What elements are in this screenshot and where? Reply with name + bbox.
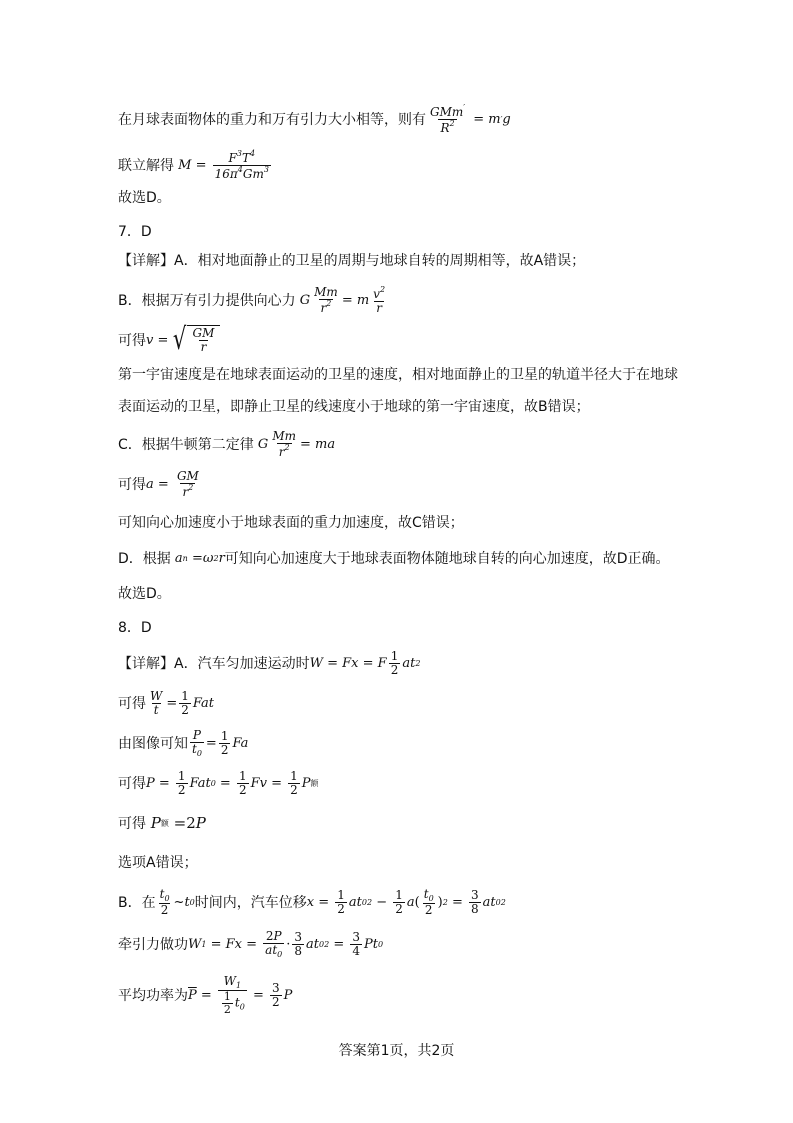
line-q8-option-b: B．在 $\frac{t_0}{2}$ ~ t 0 时间内，汽车位移 x = $\frac{1}{2}$ at 0 2 − $\frac{1}{2}$ a ( $\frac{t_0}{2}$ ) 2 = $\frac{3}{8}$ at 0 2: [118, 887, 506, 918]
line-average-power: 平均功率为 $\overline{P}$ = $W_1$ $\frac{1}{2}$ $t_0$ = $\frac{3}{2}$ P: [118, 974, 293, 1016]
line-option-a-wrong: 选项A错误；: [118, 855, 198, 871]
formula-time-interval: $\frac{t_0}{2}$ ~ t 0: [159, 887, 195, 918]
line-from-graph: 由图像可知 $\frac{P}{t_0}$ = $\frac{1}{2}$ Fa: [118, 728, 249, 758]
line-centripetal-less: 可知向心加速度小于地球表面的重力加速度，故C错误；: [118, 515, 464, 531]
line-traction-work: 牵引力做功 W 1 = Fx = $\frac{2P}{at_0}$ · $\frac{3}{8}$ at 0 2 = $\frac{3}{4}$ Pt 0: [118, 929, 384, 959]
line-q7-option-a: 【详解】A．相对地面静止的卫星的周期与地球自转的周期相等，故A错误；: [118, 253, 586, 269]
line-acceleration: 可得 a = $\frac{GM}{r^2}$: [118, 470, 203, 498]
line-solve-mass: 联立解得 M = $\frac{F^3T^4}{16\pi^4Gm^3}$: [118, 150, 273, 180]
formula-mass: M = $\frac{F^3T^4}{16\pi^4Gm^3}$: [174, 149, 269, 181]
line-power: 可得 P = $\frac{1}{2}$ Fat 0 = $\frac{1}{2}$ Fv = $\frac{1}{2}$ P 额: [118, 769, 319, 797]
formula-newton-second: G $\frac{Mm}{r^2}$ = ma: [253, 429, 336, 459]
line-velocity: 可得 v = √ $\frac{GM}{r}$: [118, 325, 220, 355]
line-first-cosmic-1: 第一宇宙速度是在地球表面运动的卫星的速度，相对地面静止的卫星的轨道半径大于在地球: [118, 367, 678, 383]
line-q8-answer: 8．D: [118, 620, 152, 636]
formula-p-over-t0: $\frac{P}{t_0}$ = $\frac{1}{2}$ Fa: [192, 728, 249, 758]
formula-work: W = Fx = F $\frac{1}{2}$ at 2: [309, 649, 421, 677]
formula-gravity-equals-weight: $\frac{GMm'}{R^2}$ = m ′ g: [430, 103, 511, 135]
formula-power: P = $\frac{1}{2}$ Fat 0 = $\frac{1}{2}$ Fv = $\frac{1}{2}$ P 额: [146, 769, 319, 797]
line-q8-option-a: 【详解】A．汽车匀加速运动时 W = Fx = F $\frac{1}{2}$ at 2: [118, 649, 421, 677]
line-choose-d-1: 故选D。: [118, 190, 171, 206]
formula-centripetal-acceleration: a n = ω 2 r: [170, 550, 225, 566]
formula-displacement: x = $\frac{1}{2}$ at 0 2 − $\frac{1}{2}$ a ( $\frac{t_0}{2}$ ) 2 = $\frac{3}{8}$ at 0 2: [306, 887, 506, 918]
formula-traction-work: W 1 = Fx = $\frac{2P}{at_0}$ · $\frac{3}{8}$ at 0 2 = $\frac{3}{4}$ Pt 0: [188, 929, 384, 959]
formula-average-power: $\overline{P}$ = $W_1$ $\frac{1}{2}$ $t_0$ = $\frac{3}{2}$ P: [188, 974, 293, 1016]
formula-velocity: v = √ $\frac{GM}{r}$: [146, 325, 220, 355]
line-q7-answer: 7．D: [118, 224, 152, 240]
formula-centripetal-force: G $\frac{Mm}{r^2}$ = m $\frac{v^2}{r}$: [295, 285, 386, 315]
line-first-cosmic-2: 表面运动的卫星，即静止卫星的线速度小于地球的第一宇宙速度，故B错误；: [118, 399, 590, 415]
page-footer: 答案第1页，共2页: [338, 1043, 455, 1059]
line-moon-gravity: 在月球表面物体的重力和万有引力大小相等，则有 $\frac{GMm'}{R^2}$ = m ′ g: [118, 103, 511, 135]
formula-w-over-t: $\frac{W}{t}$ = $\frac{1}{2}$ Fat: [150, 689, 215, 717]
line-q7-option-d: D．根据 a n = ω 2 r 可知向心加速度大于地球表面物体随地球自转的向心加速度，故D正确。: [118, 550, 670, 567]
line-rated-power: 可得 P 额 = 2 P: [118, 814, 206, 832]
line-choose-d-2: 故选D。: [118, 586, 171, 602]
line-w-over-t: 可得 $\frac{W}{t}$ = $\frac{1}{2}$ Fat: [118, 689, 215, 717]
formula-acceleration: a = $\frac{GM}{r^2}$: [146, 469, 199, 499]
line-q7-option-c: C．根据牛顿第二定律 G $\frac{Mm}{r^2}$ = ma: [118, 429, 336, 459]
line-q7-option-b: B．根据万有引力提供向心力 G $\frac{Mm}{r^2}$ = m $\frac{v^2}{r}$: [118, 286, 389, 314]
formula-rated-power: P 额 = 2 P: [146, 814, 206, 832]
